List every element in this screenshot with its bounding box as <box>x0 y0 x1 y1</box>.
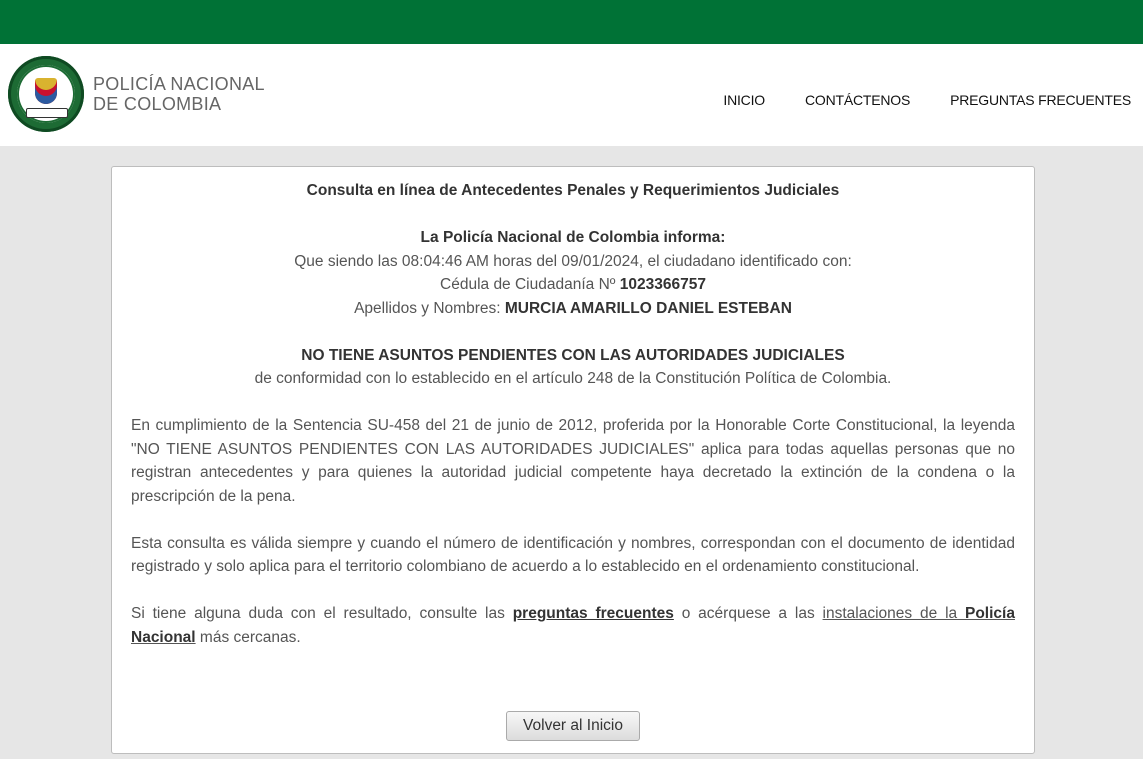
site-header <box>0 44 1143 146</box>
top-green-bar <box>0 0 1143 44</box>
id-line <box>131 273 1015 297</box>
result-card <box>111 166 1035 754</box>
page-title: Consulta en línea de Antecedentes Penales y Requerimientos Judiciales <box>306 182 840 199</box>
names-label: Apellidos y Nombres: <box>354 299 501 317</box>
back-home-button[interactable]: Volver al Inicio <box>506 711 640 741</box>
status-note: de conformidad con lo establecido en el artículo 248 de la Constitución Política de Colombia. <box>254 370 892 387</box>
sentence-paragraph: En cumplimiento de la Sentencia SU-458 del 21 de junio de 2012, proferida por la Honorable Corte Constitucional, la leyenda "NO TIENE ASUNTOS PENDIENTES CON LAS AUTORIDADES JUDICIALES" aplica para todas aquellas personas que no registran antecedentes y para quienes la autoridad judicial competente haya decretado la extinción de la condena o la prescripción de la pena. <box>131 417 1015 505</box>
brand-logo[interactable] <box>8 56 265 132</box>
nav-inicio[interactable]: INICIO <box>723 92 765 108</box>
faq-link[interactable]: preguntas frecuentes <box>512 605 674 622</box>
id-number: 1023366757 <box>619 276 706 293</box>
informs-heading: La Policía Nacional de Colombia informa: <box>420 229 726 246</box>
id-label: Cédula de Ciudadanía Nº <box>440 276 616 293</box>
button-row <box>112 711 1034 741</box>
status-text: NO TIENE ASUNTOS PENDIENTES CON LAS AUTORIDADES JUDICIALES <box>301 346 845 364</box>
help-text-a: Si tiene alguna duda con el resultado, consulte las <box>131 605 513 622</box>
names-line <box>131 297 1015 321</box>
brand-name <box>93 74 265 114</box>
validity-paragraph: Esta consulta es válida siempre y cuando el número de identificación y nombres, correspondan con el documento de identidad registrado y solo aplica para el territorio colombiano de acuerdo a lo establecido en el ordenamiento constitucional. <box>131 534 1015 575</box>
help-paragraph <box>131 602 1015 649</box>
nav-preguntas-frecuentes[interactable]: PREGUNTAS FRECUENTES <box>950 92 1131 108</box>
main-nav <box>723 92 1131 108</box>
help-text-c: más cercanas. <box>195 628 301 646</box>
nav-contactenos[interactable]: CONTÁCTENOS <box>804 92 911 108</box>
facilities-link-text: instalaciones de la <box>822 605 965 622</box>
police-seal-icon <box>8 56 84 132</box>
brand-line-2: DE COLOMBIA <box>93 94 222 114</box>
names-value: MURCIA AMARILLO DANIEL ESTEBAN <box>504 299 792 317</box>
brand-line-1: POLICÍA NACIONAL <box>93 74 265 94</box>
help-text-b: o acérquese a las <box>673 605 823 622</box>
facilities-link-bold: Policía Nacional <box>131 605 1015 646</box>
consultation-time: Que siendo las 08:04:46 AM horas del 09/01/2024, el ciudadano identificado con: <box>294 252 852 270</box>
